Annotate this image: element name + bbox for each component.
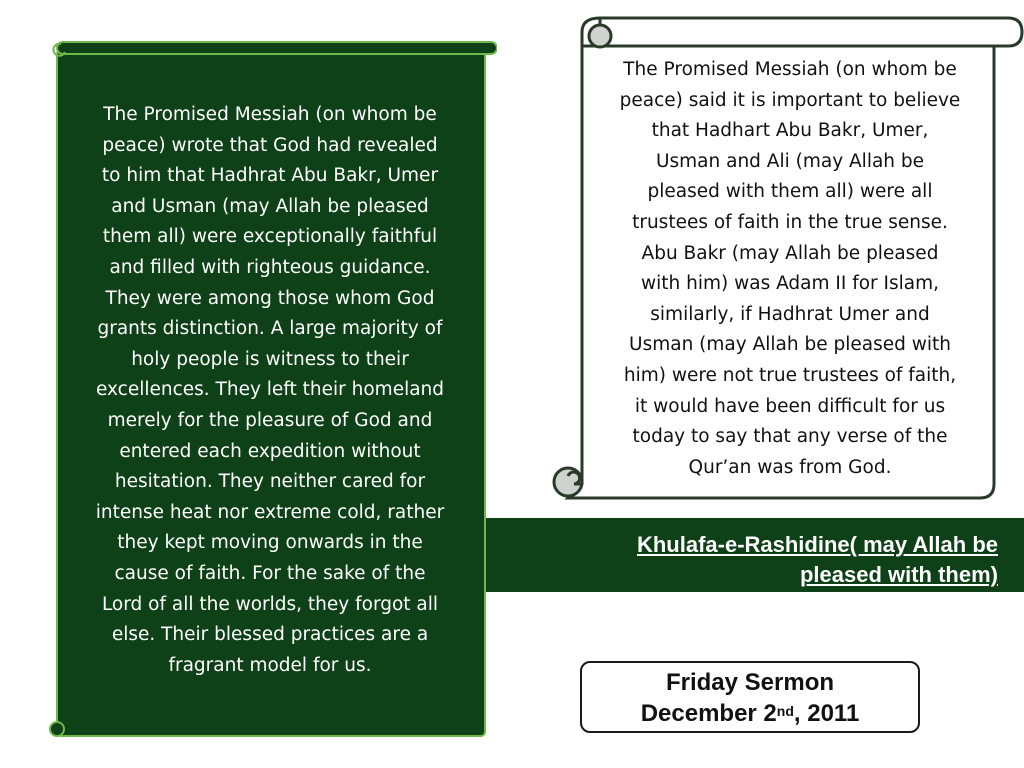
text-line: intense heat nor extreme cold, rather: [95, 501, 445, 523]
text-line: cause of faith. For the sake of the: [114, 562, 426, 584]
text-line: them all) were exceptionally faithful: [102, 226, 438, 248]
text-line: excellences. They left their homeland: [95, 379, 445, 401]
sermon-date-suffix: nd: [776, 703, 794, 719]
text-line: entered each expedition without: [119, 440, 421, 462]
text-line: peace) said it is important to believe: [619, 89, 961, 111]
scroll-curl-bottom-icon: [50, 722, 64, 736]
text-line: The Promised Messiah (on whom be: [103, 104, 437, 125]
sermon-title: Friday Sermon: [665, 669, 835, 696]
text-line: The Promised Messiah (on whom be: [623, 59, 957, 80]
text-line: to him that Hadhrat Abu Bakr, Umer: [101, 165, 439, 187]
text-line: pleased with them all) were all: [647, 181, 933, 203]
text-line: hesitation. They neither cared for: [114, 471, 426, 493]
text-line: today to say that any verse of the: [632, 426, 948, 448]
text-line: Usman (may Allah be pleased with: [629, 334, 951, 356]
text-line: trustees of faith in the true sense.: [632, 211, 948, 233]
text-line: Abu Bakr (may Allah be pleased: [641, 242, 939, 264]
text-line: merely for the pleasure of God and: [107, 409, 433, 431]
text-line: Lord of all the worlds, they forgot all: [101, 593, 439, 615]
text-line: else. Their blessed practices are a: [111, 624, 429, 646]
text-line: with him) was Adam II for Islam,: [641, 273, 939, 295]
text-line: Qur’an was from God.: [688, 456, 892, 478]
text-line: they kept moving onwards in the: [117, 532, 423, 554]
sermon-date-box: [580, 661, 920, 733]
title-banner: [486, 518, 1024, 592]
sermon-date: [582, 698, 918, 729]
text-line: and Usman (may Allah be pleased: [111, 195, 429, 217]
banner-title-line: Khulafa-e-Rashidine( may Allah be: [636, 532, 998, 557]
text-line: that Hadhart Abu Bakr, Umer,: [651, 120, 929, 142]
banner-title-line: pleased with them): [799, 562, 998, 587]
sermon-date-year: , 2011: [793, 700, 860, 727]
text-line: and filled with righteous guidance.: [109, 256, 431, 278]
text-line: holy people is witness to their: [131, 348, 409, 370]
text-line: fragrant model for us.: [168, 654, 372, 676]
text-line: similarly, if Hadhrat Umer and: [650, 303, 930, 325]
text-line: it would have been difficult for us: [634, 395, 946, 417]
scroll-curl-top-icon: [589, 25, 611, 47]
left-quote-text: [68, 100, 472, 681]
text-line: him) were not true trustees of faith,: [623, 364, 957, 386]
text-line: peace) wrote that God had revealed: [102, 134, 438, 156]
right-quote-text: [590, 55, 990, 483]
text-line: They were among those whom God: [105, 287, 435, 309]
banner-title: [518, 530, 998, 590]
text-line: grants distinction. A large majority of: [97, 318, 443, 340]
text-line: Usman and Ali (may Allah be: [655, 150, 925, 172]
sermon-date-prefix: December 2: [640, 700, 777, 727]
